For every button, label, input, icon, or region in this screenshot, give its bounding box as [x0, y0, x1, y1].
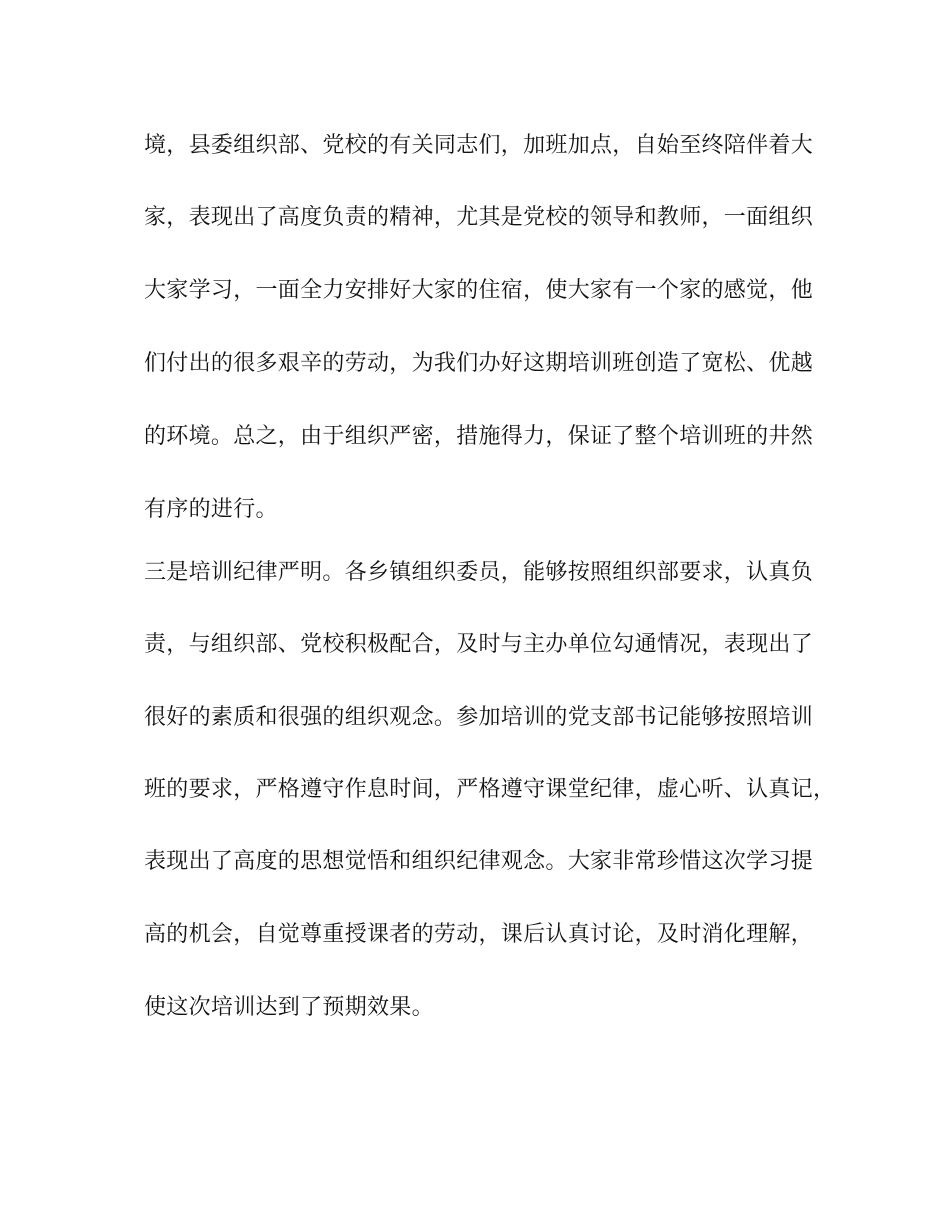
paragraph-1-line-1: 境，县委组织部、党校的有关同志们，加班加点，自始至终陪伴着大	[144, 133, 814, 158]
paragraph-1-line-6: 有序的进行。	[144, 497, 278, 522]
paragraph-2-line-4: 班的要求，严格遵守作息时间，严格遵守课堂纪律，虚心听、认真记，	[144, 777, 836, 802]
paragraph-2-line-6: 高的机会，自觉尊重授课者的劳动，课后认真讨论，及时消化理解，	[144, 922, 814, 947]
paragraph-1-line-3: 大家学习，一面全力安排好大家的住宿，使大家有一个家的感觉，他	[144, 278, 814, 303]
paragraph-1-line-5: 的环境。总之，由于组织严密，措施得力，保证了整个培训班的井然	[144, 424, 814, 449]
paragraph-2-line-1: 三是培训纪律严明。各乡镇组织委员，能够按照组织部要求，认真负	[144, 560, 814, 585]
paragraph-2-line-2: 责，与组织部、党校积极配合，及时与主办单位勾通情况，表现出了	[144, 632, 814, 657]
paragraph-2-line-3: 很好的素质和很强的组织观念。参加培训的党支部书记能够按照培训	[144, 705, 814, 730]
paragraph-1-line-4: 们付出的很多艰辛的劳动，为我们办好这期培训班创造了宽松、优越	[144, 351, 814, 376]
paragraph-2-line-7: 使这次培训达到了预期效果。	[144, 995, 434, 1020]
paragraph-2-line-5: 表现出了高度的思想觉悟和组织纪律观念。大家非常珍惜这次学习提	[144, 849, 814, 874]
paragraph-1-line-2: 家，表现出了高度负责的精神，尤其是党校的领导和教师，一面组织	[144, 205, 814, 230]
